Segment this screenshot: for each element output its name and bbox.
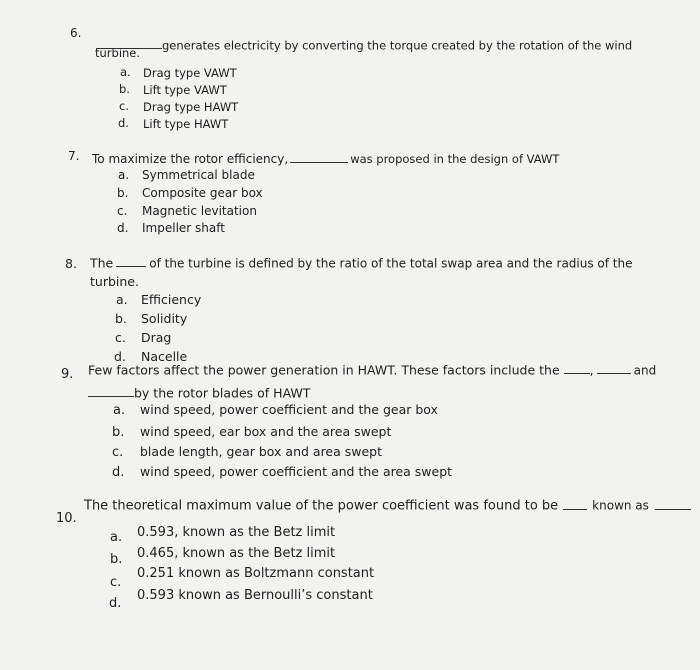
option-letter: d.: [109, 596, 122, 611]
option-text: Magnetic levitation: [142, 204, 257, 218]
option-text: 0.593, known as the Betz limit: [137, 525, 336, 540]
question-number: 6.: [70, 26, 82, 40]
question-stem-line1: generates electricity by converting the torque created by the rotation of the wind: [96, 38, 632, 52]
option-text: Drag type VAWT: [143, 66, 237, 80]
question-stem-line2: turbine.: [90, 274, 139, 289]
option-text: Composite gear box: [142, 186, 263, 200]
option-letter: d.: [118, 116, 129, 130]
option-letter: c.: [115, 330, 126, 345]
option-text: blade length, gear box and area swept: [140, 444, 383, 459]
question-stem: To maximize the rotor efficiency, was proposed in the design of VAWT: [92, 151, 560, 166]
option-letter: c.: [112, 445, 124, 460]
question-number: 8.: [65, 256, 77, 271]
question-number: 9.: [61, 367, 74, 382]
question-stem-line1: Few factors affect the power generation in HAWT. These factors include the , and: [88, 362, 657, 378]
answer-blank: [564, 362, 590, 374]
question-number: 10.: [56, 511, 77, 526]
option-letter: a.: [113, 403, 126, 418]
option-text: wind speed, power coefficient and the area swept: [140, 464, 453, 479]
question-stem-line2: turbine.: [95, 46, 141, 60]
option-letter: b.: [110, 552, 123, 567]
option-letter: c.: [110, 575, 122, 590]
answer-blank: [597, 362, 631, 374]
question-stem-line1: The of the turbine is defined by the ratio of the total swap area and the radius of the: [90, 255, 633, 271]
answer-blank: [290, 151, 348, 163]
option-text: wind speed, ear box and the area swept: [140, 424, 392, 439]
option-letter: b.: [112, 425, 125, 440]
option-letter: a.: [110, 530, 123, 545]
option-letter: d.: [112, 465, 125, 480]
option-letter: a.: [118, 168, 130, 182]
option-letter: c.: [117, 204, 128, 218]
question-stem: The theoretical maximum value of the power coefficient was found to be known as: [84, 497, 691, 514]
option-text: Solidity: [141, 311, 188, 326]
option-text: 0.465, known as the Betz limit: [137, 546, 336, 561]
answer-blank: [116, 255, 146, 267]
option-letter: b.: [119, 82, 130, 96]
answer-blank: [88, 385, 134, 397]
option-text: Impeller shaft: [142, 221, 225, 235]
option-text: Symmetrical blade: [142, 168, 255, 182]
option-text: Nacelle: [141, 349, 188, 364]
answer-blank: [655, 497, 691, 510]
option-text: 0.593 known as Bernoulli’s constant: [137, 588, 373, 603]
question-stem-line2: by the rotor blades of HAWT: [88, 385, 310, 400]
option-letter: c.: [119, 99, 129, 113]
option-text: wind speed, power coefficient and the gear box: [140, 402, 438, 417]
option-text: Drag: [141, 330, 172, 345]
option-letter: b.: [115, 311, 127, 326]
option-letter: d.: [114, 349, 126, 364]
option-text: Lift type VAWT: [143, 83, 227, 97]
option-letter: d.: [117, 221, 129, 235]
option-letter: b.: [117, 186, 129, 200]
option-letter: a.: [120, 65, 131, 79]
answer-blank: [563, 497, 587, 510]
option-text: 0.251 known as Boltzmann constant: [137, 566, 375, 581]
option-letter: a.: [116, 292, 128, 307]
option-text: Lift type HAWT: [143, 117, 229, 131]
question-number: 7.: [68, 149, 80, 163]
option-text: Drag type HAWT: [143, 100, 239, 114]
option-text: Efficiency: [141, 292, 202, 307]
